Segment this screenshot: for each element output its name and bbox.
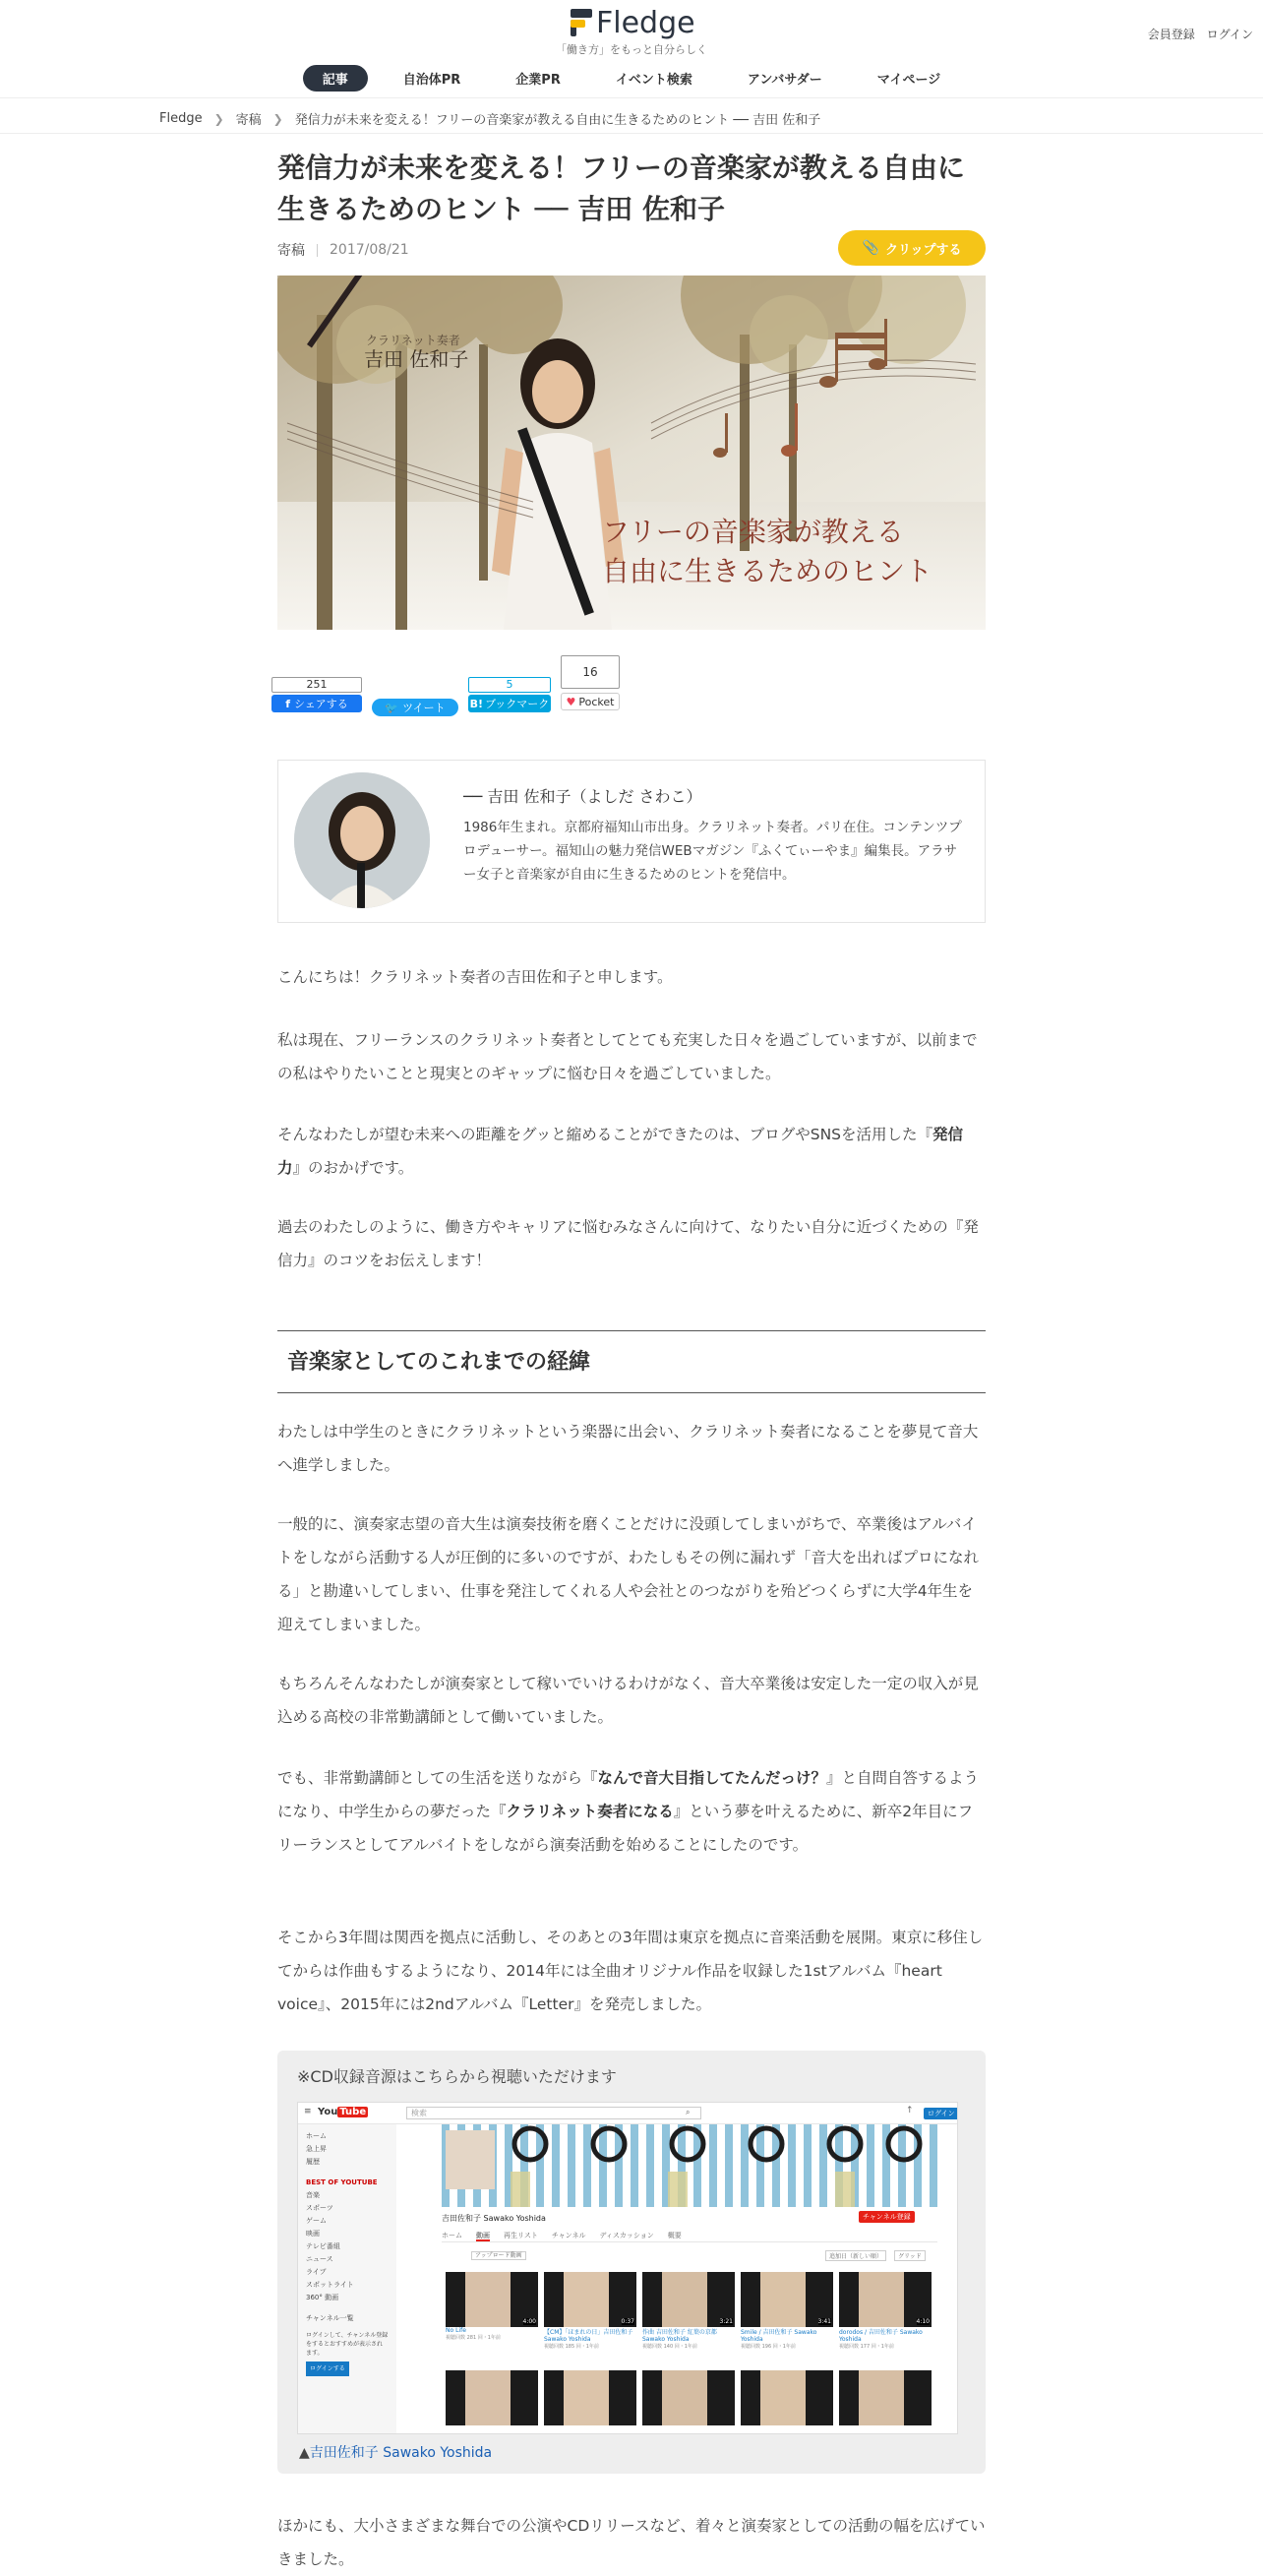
- caret-up-icon: ▲: [299, 2445, 310, 2461]
- yt-side-cat-8: スポットライト: [306, 2281, 354, 2289]
- article-meta: [277, 240, 409, 260]
- yt-tab-channels: チャンネル: [551, 2232, 586, 2239]
- body-paragraph-9: そこから3年間は関西を拠点に活動し、そのあとの3年間は東京を拠点に音楽活動を展開。東京に移住してからは作曲もするようになり、2014年には全曲オリジナル作品を収録した1stアルバム『heart voice』、2015年には2ndアルバム『Letter』を発売しました。: [277, 1929, 984, 2013]
- pocket-label: Pocket: [578, 695, 615, 708]
- yt-side-cat-7: ライブ: [306, 2268, 327, 2276]
- login-link[interactable]: ログイン: [1206, 28, 1253, 41]
- pocket-button[interactable]: [561, 693, 620, 710]
- breadcrumb-category[interactable]: 寄稿: [235, 113, 262, 128]
- yt-filter-sort: 追加日（新しい順）: [825, 2250, 886, 2261]
- yt-video-duration: 4:00: [522, 2318, 536, 2325]
- hatena-bookmark[interactable]: [468, 677, 551, 712]
- clip-button[interactable]: [838, 230, 986, 266]
- yt-topbar: [298, 2103, 958, 2124]
- yt-video-meta: 視聴回数 185 回・1年前: [544, 2344, 599, 2350]
- body-paragraph-6: 一般的に、演奏家志望の音大生は演奏技術を磨くことだけに没頭してしまいがちで、卒業後はアルバイトをしながら活動する人が圧倒的に多いのですが、わたしもその例に漏れず「音大を出ればプロになれる」と勘違いしてしまい、仕事を発注してくれる人や会社とのつながりを殆どつくらずに大学4年生を迎えてしまいました。: [277, 1515, 980, 1633]
- yt-tab-discussion: ディスカッション: [599, 2232, 654, 2239]
- yt-side-home: ホーム: [306, 2132, 327, 2140]
- yt-side-cat-6: ニュース: [306, 2255, 333, 2263]
- yt-video-thumb: [446, 2370, 538, 2425]
- site-tagline: 「働き方」をもっと自分らしく: [556, 43, 707, 56]
- pocket-count: 16: [561, 655, 620, 689]
- cd-audio-box: [277, 2051, 986, 2474]
- yt-video-title: 作曲 吉田佐和子 紅葉の京都 Sawako Yoshida: [642, 2329, 717, 2343]
- author-name: ── 吉田 佐和子（よしだ さわこ）: [463, 787, 702, 806]
- p8-emphasis-1: なんで音大目指してたんだっけ？: [597, 1769, 827, 1787]
- nav-item-ambassador[interactable]: アンバサダー: [747, 73, 822, 88]
- facebook-icon: f: [285, 697, 290, 710]
- yt-side-more: チャンネル一覧: [306, 2314, 354, 2322]
- facebook-share-label: シェアする: [294, 698, 348, 710]
- yt-channel-banner: [442, 2124, 937, 2207]
- logo-text: Fledge: [596, 5, 695, 40]
- yt-login-button: ログイン: [924, 2108, 958, 2119]
- yt-side-cat-4: 映画: [306, 2230, 320, 2238]
- body-paragraph-1: こんにちは！クラリネット奏者の吉田佐和子と申します。: [277, 968, 673, 986]
- p8-emphasis-2: クラリネット奏者になる: [506, 1803, 674, 1820]
- p3-text-c: 』のおかげです。: [292, 1159, 414, 1177]
- yt-video-card: [446, 2272, 538, 2341]
- yt-video-thumb: [741, 2370, 833, 2425]
- site-header: [0, 0, 1263, 98]
- nav-item-company-pr[interactable]: 企業PR: [515, 73, 561, 88]
- yt-tab-playlists: 再生リスト: [504, 2232, 538, 2239]
- p8-text-a: でも、非常勤講師としての生活を送りながら『: [277, 1769, 598, 1787]
- pocket-icon: ♥: [566, 695, 576, 708]
- yt-video-card: [839, 2272, 932, 2350]
- twitter-tweet-button[interactable]: [372, 699, 458, 716]
- hatena-label: ブックマーク: [485, 698, 550, 710]
- breadcrumb: [0, 100, 1263, 134]
- yt-video-duration: 4:10: [916, 2318, 930, 2325]
- p3-text-a: そんなわたしが望む未来への距離をグッと縮めることができたのは、ブログやSNSを活用した『: [277, 1126, 933, 1143]
- yt-tab-videos: 動画: [476, 2232, 490, 2239]
- yt-video-title: No Life: [446, 2327, 466, 2334]
- chevron-right-icon: ❯: [272, 111, 283, 126]
- yt-video-title: dorodos / 吉田佐和子 Sawako Yoshida: [839, 2329, 923, 2343]
- yt-side-trending: 急上昇: [306, 2145, 327, 2153]
- yt-video-duration: 3:41: [817, 2318, 831, 2325]
- search-icon: ⌕: [686, 2108, 691, 2116]
- yt-search-input: 検索: [406, 2107, 701, 2119]
- fledge-logo-icon: [571, 9, 592, 36]
- yt-side-heading: BEST OF YOUTUBE: [306, 2178, 378, 2186]
- paperclip-icon: 📎: [862, 240, 879, 256]
- yt-sidebar: [298, 2124, 396, 2434]
- breadcrumb-current: 発信力が未来を変える！フリーの音楽家が教える自由に生きるためのヒント ── 吉田 佐和子: [294, 113, 821, 128]
- yt-video-meta: 視聴回数 281 回・1年前: [446, 2335, 501, 2341]
- body-paragraph-5: わたしは中学生のときにクラリネットという楽器に出会い、クラリネット奏者になることを夢見て音大へ進学しました。: [277, 1423, 979, 1474]
- hatena-count: 5: [468, 677, 551, 693]
- body-paragraph-10: ほかにも、大小さまざまな舞台での公演やCDリリースなど、着々と演奏家としての活動の幅を広げていきました。: [277, 2517, 986, 2568]
- facebook-share-button[interactable]: [271, 695, 362, 712]
- yt-video-card: [642, 2272, 735, 2350]
- yt-video-meta: 視聴回数 196 回・1年前: [741, 2344, 796, 2350]
- hatena-b-icon: B!: [469, 697, 484, 710]
- yt-filter-row: [442, 2250, 937, 2262]
- cd-channel-link-row: [299, 2442, 492, 2462]
- tweet-label: ツイート: [402, 702, 446, 714]
- hatena-bookmark-button[interactable]: [468, 695, 551, 712]
- yt-video-card: [741, 2272, 833, 2350]
- hero-line1: フリーの音楽家が教える: [602, 516, 904, 548]
- breadcrumb-home[interactable]: Fledge: [159, 111, 203, 126]
- yt-video-meta: 視聴回数 140 回・1年前: [642, 2344, 697, 2350]
- menu-icon: ≡: [304, 2107, 312, 2116]
- register-link[interactable]: 会員登録: [1147, 28, 1195, 41]
- p8-text-e: 』という夢を叶えるために、新卒2年目にフリーランスとしてアルバイトをしながら演奏活動を始めることにしたのです。: [277, 1803, 974, 1854]
- social-share-bar: [271, 653, 724, 716]
- yt-video-thumb: [642, 2370, 735, 2425]
- youtube-channel-link[interactable]: 吉田佐和子 Sawako Yoshida: [309, 2445, 493, 2461]
- hero-line2: 自由に生きるためのヒント: [602, 555, 933, 587]
- yt-side-history: 履歴: [306, 2158, 320, 2166]
- body-paragraph-2: 私は現在、フリーランスのクラリネット奏者としてとても充実した日々を過ごしていますが、以前までの私はやりたいことと現実とのギャップに悩む日々を過ごしていました。: [277, 1031, 978, 1082]
- yt-subscribe-button: チャンネル登録: [859, 2211, 915, 2223]
- yt-video-grid: [446, 2272, 937, 2429]
- article-title: 発信力が未来を変える！フリーの音楽家が教える自由に生きるためのヒント ── 吉田 佐和子: [277, 152, 965, 225]
- yt-tab-about: 概要: [667, 2232, 682, 2239]
- author-avatar: [294, 772, 430, 908]
- yt-side-cat-2: スポーツ: [306, 2204, 333, 2212]
- facebook-share[interactable]: [271, 677, 362, 712]
- hero-person: 吉田 佐和子: [364, 347, 469, 371]
- body-paragraph-7: もちろんそんなわたしが演奏家として稼いでいけるわけがなく、音大卒業後は安定した一定の収入が見込める高校の非常勤講師として働いていました。: [277, 1675, 979, 1726]
- header-account-links: [1140, 26, 1253, 42]
- yt-channel-name: 吉田佐和子 Sawako Yoshida: [442, 2214, 546, 2223]
- yt-video-duration: 0:37: [621, 2318, 634, 2325]
- chevron-right-icon: ❯: [213, 111, 224, 126]
- article-date: 2017/08/21: [330, 242, 409, 258]
- p3-emphasis: 発信力: [277, 1126, 964, 1177]
- yt-side-cat-3: ゲーム: [306, 2217, 327, 2225]
- body-paragraph-4: 過去のわたしのように、働き方やキャリアに悩むみなさんに向けて、なりたい自分に近づくための『発信力』のコツをお伝えします！: [277, 1218, 979, 1269]
- yt-side-note: ログインして、チャンネル登録をするとおすすめが表示されます。: [306, 2332, 389, 2357]
- yt-video-meta: 視聴回数 177 回・1年前: [839, 2344, 894, 2350]
- clip-button-label: クリップする: [884, 242, 962, 258]
- nav-item-articles[interactable]: 記事: [303, 65, 368, 92]
- article-category[interactable]: 寄稿: [277, 243, 305, 259]
- nav-item-mypage[interactable]: マイページ: [876, 73, 941, 88]
- yt-video-title: 【CM】「ほまれの日」吉田佐和子 Sawako Yoshida: [544, 2329, 633, 2343]
- yt-video-thumb: [544, 2370, 636, 2425]
- yt-side-cat-1: 音楽: [306, 2191, 320, 2199]
- yt-tab-home: ホーム: [442, 2232, 462, 2239]
- yt-video-title: Smile / 吉田佐和子 Sawako Yoshida: [741, 2329, 817, 2343]
- youtube-channel-screenshot[interactable]: [297, 2102, 958, 2434]
- yt-filter-uploads: アップロード動画: [471, 2251, 526, 2260]
- yt-video-duration: 3:21: [719, 2318, 733, 2325]
- pocket-save[interactable]: [561, 655, 620, 710]
- section-heading: 音楽家としてのこれまでの経緯: [277, 1330, 986, 1393]
- hero-subtitle: クラリネット奏者: [366, 334, 460, 347]
- article-header: [277, 148, 986, 259]
- upload-icon: ↑: [906, 2106, 914, 2116]
- site-logo[interactable]: [571, 6, 695, 39]
- yt-channel-tabs: [442, 2231, 937, 2242]
- yt-side-login-button: ログインする: [306, 2361, 349, 2376]
- yt-video-thumb: [839, 2370, 932, 2425]
- yt-filter-grid: グリッド: [894, 2250, 926, 2261]
- cd-caption: ※CD収録音源はこちらから視聴いただけます: [297, 2067, 617, 2086]
- youtube-logo: You Tube: [318, 2107, 367, 2117]
- yt-side-cat-9: 360° 動画: [306, 2294, 339, 2301]
- p8-text-c: 』と自問自答するようになり、中学生からの夢だった『: [277, 1769, 980, 1820]
- yt-side-cat-5: テレビ番組: [306, 2242, 340, 2250]
- global-nav: [0, 65, 1263, 92]
- body-paragraph-3: [277, 1118, 986, 1185]
- author-bio: 1986年生まれ。京都府福知山市出身。クラリネット奏者。パリ在住。コンテンツプロデューサー。福知山の魅力発信WEBマガジン『ふくてぃーやま』編集長。アラサー女子と音楽家が自由に生きるためのヒントを発信中。: [463, 820, 962, 883]
- yt-video-card: [544, 2272, 636, 2350]
- nav-item-event-search[interactable]: イベント検索: [615, 73, 692, 88]
- twitter-share[interactable]: [372, 697, 458, 716]
- nav-item-municipality-pr[interactable]: 自治体PR: [402, 73, 461, 88]
- facebook-count: 251: [271, 677, 362, 693]
- article-hero-image: [277, 276, 986, 630]
- twitter-bird-icon: 🐦: [385, 701, 399, 714]
- author-profile-box: [277, 760, 986, 923]
- body-paragraph-8: [277, 1761, 986, 1862]
